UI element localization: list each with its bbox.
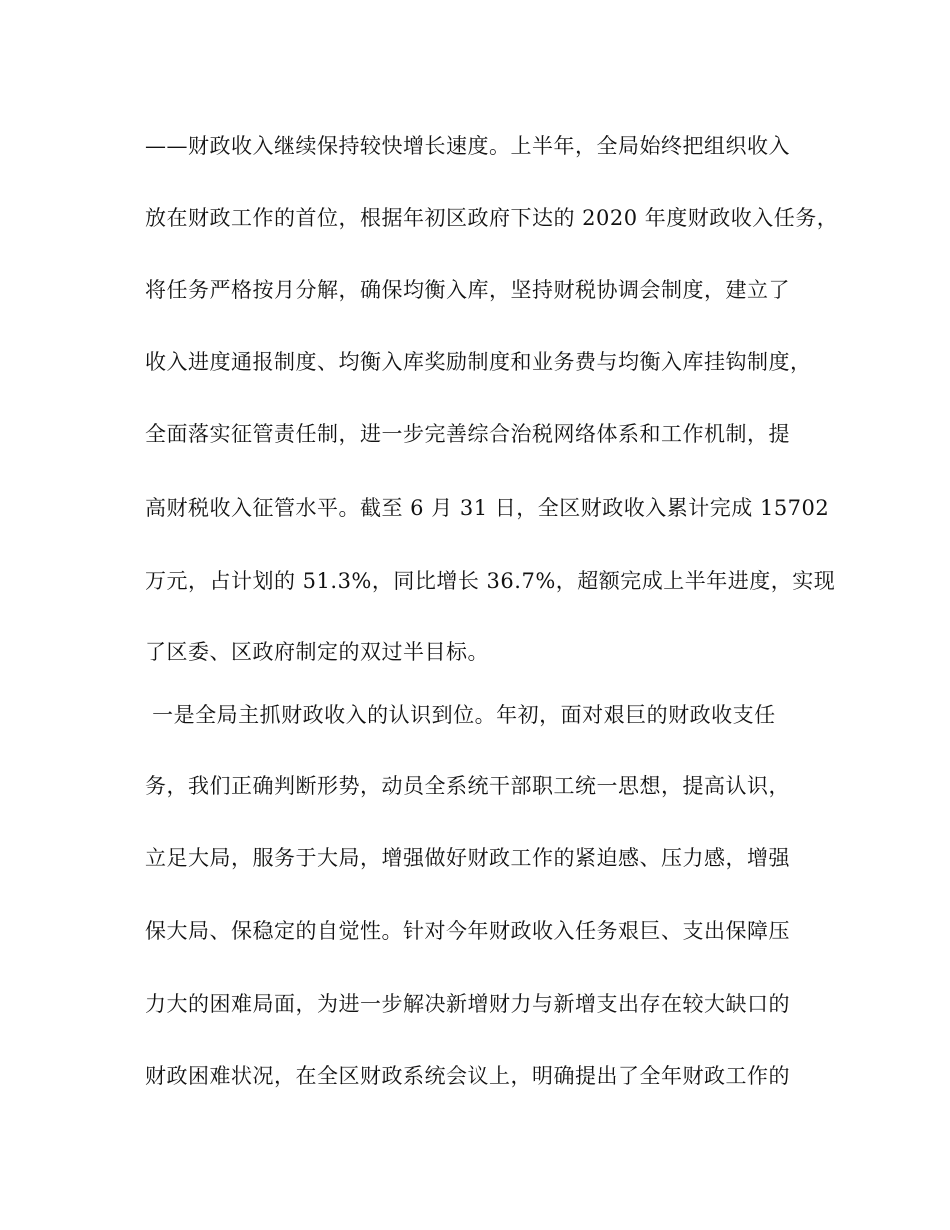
paragraph-1-line-7: 万元，占计划的 51.3%，同比增长 36.7%，超额完成上半年进度，实现 bbox=[145, 569, 836, 593]
paragraph-2-line-3: 立足大局，服务于大局，增强做好财政工作的紧迫感、压力感，增强 bbox=[145, 846, 790, 870]
paragraph-1-line-3: 将任务严格按月分解，确保均衡入库，坚持财税协调会制度，建立了 bbox=[145, 278, 790, 302]
paragraph-1-line-2: 放在财政工作的首位，根据年初区政府下达的 2020 年度财政收入任务， bbox=[145, 206, 839, 230]
paragraph-1-line-5: 全面落实征管责任制，进一步完善综合治税网络体系和工作机制，提 bbox=[145, 422, 790, 446]
paragraph-2-line-2: 务，我们正确判断形势，动员全系统干部职工统一思想，提高认识， bbox=[145, 774, 790, 798]
paragraph-2-line-6: 财政困难状况，在全区财政系统会议上，明确提出了全年财政工作的 bbox=[145, 1064, 790, 1088]
paragraph-2-line-4: 保大局、保稳定的自觉性。针对今年财政收入任务艰巨、支出保障压 bbox=[145, 919, 790, 943]
paragraph-1-line-8: 了区委、区政府制定的双过半目标。 bbox=[145, 640, 489, 664]
paragraph-2-line-5: 力大的困难局面，为进一步解决新增财力与新增支出存在较大缺口的 bbox=[145, 992, 790, 1016]
paragraph-1-line-6: 高财税收入征管水平。截至 6 月 31 日，全区财政收入累计完成 15702 bbox=[145, 496, 830, 520]
paragraph-1-line-4: 收入进度通报制度、均衡入库奖励制度和业务费与均衡入库挂钩制度， bbox=[145, 350, 812, 374]
paragraph-2-line-1: 一是全局主抓财政收入的认识到位。年初，面对艰巨的财政收支任 bbox=[145, 703, 776, 727]
paragraph-1-line-1: ——财政收入继续保持较快增长速度。上半年，全局始终把组织收入 bbox=[145, 134, 790, 158]
